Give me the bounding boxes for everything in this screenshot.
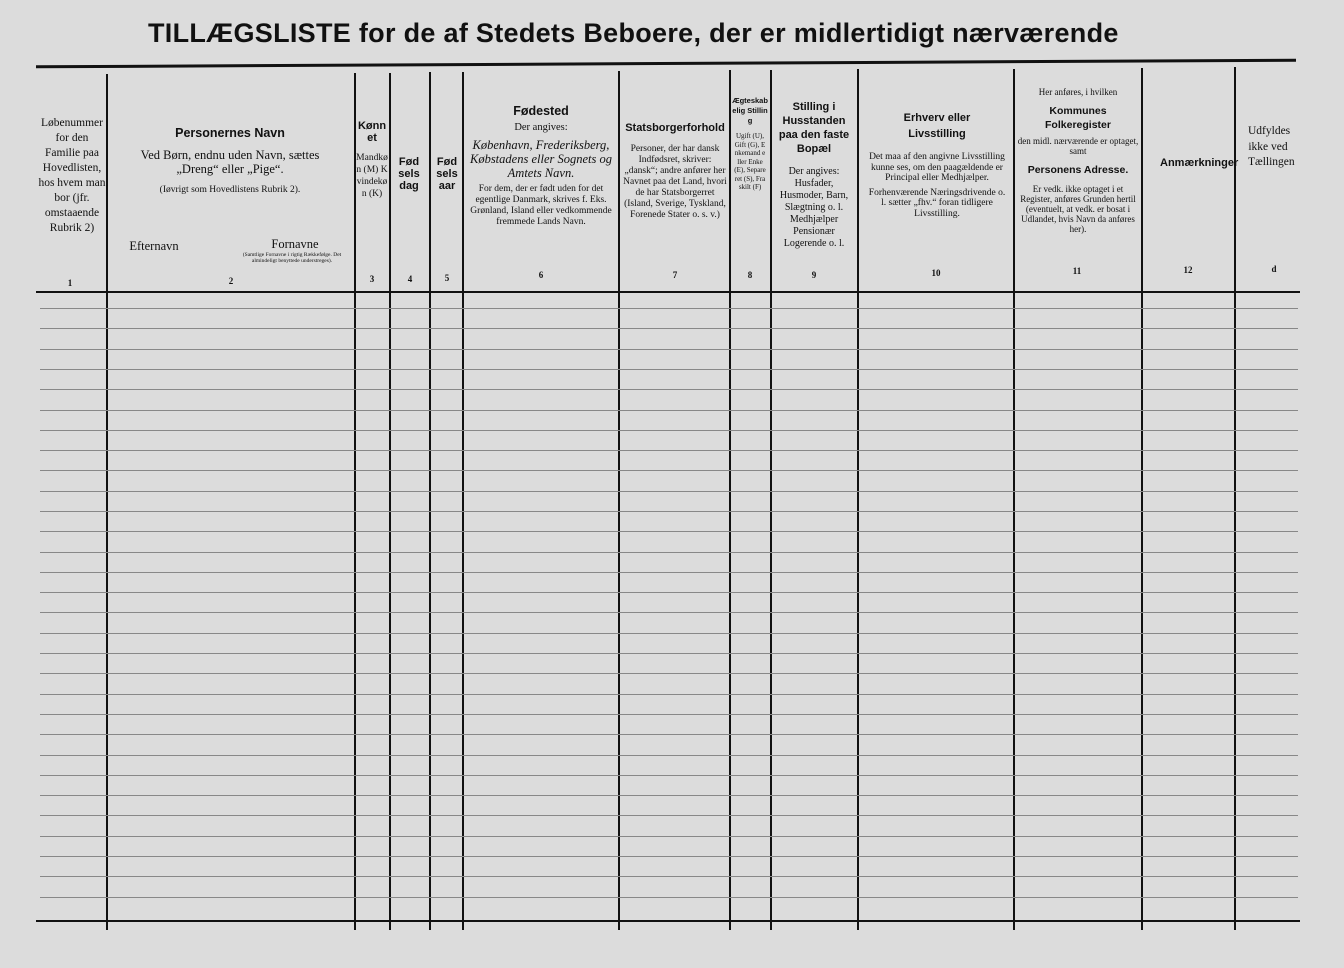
col-5-header (432, 156, 462, 192)
entry-row-line (40, 734, 1298, 735)
col-4-heading: Fødselsdag (398, 156, 420, 192)
column-divider (618, 71, 620, 930)
entry-row-line (40, 531, 1298, 532)
col-num-1: 1 (67, 278, 73, 288)
col-10-text: Det maa af den angivne Livsstilling kunne ses, om den paagældende er Principal eller Medhjælper. (869, 152, 1005, 183)
col-11-heading2: Personens Adresse. (1027, 164, 1129, 176)
col-7-heading: Statsborgerforhold (625, 122, 725, 134)
col-num-8: 8 (747, 270, 753, 280)
column-divider (106, 74, 108, 930)
col-12-heading: Anmærkninger (1160, 157, 1239, 169)
entry-row-line (40, 694, 1298, 695)
col-12-header (1148, 156, 1239, 170)
entry-row-line (40, 349, 1298, 350)
entry-row-line (40, 633, 1298, 634)
column-divider (1234, 67, 1236, 930)
col-2-note: (Iøvrigt som Hovedlistens Rubrik 2). (159, 185, 301, 195)
col-d-text: Udfyldes ikke ved Tællingen (1248, 125, 1295, 168)
col-1-text: Løbenummer for den Familie paa Hovedlisten, hos hvem man bor (jfr. omstaaende Rubrik 2) (38, 117, 106, 234)
col-10-heading: Erhverv eller Livsstilling (903, 112, 971, 140)
entry-row-line (40, 552, 1298, 553)
entry-row-line (40, 491, 1298, 492)
col-2-header (112, 126, 348, 196)
entry-row-line (40, 369, 1298, 370)
page-title: TILLÆGSLISTE for de af Stedets Beboere, der er midlertidigt nærværende (148, 18, 1119, 48)
col-num-9: 9 (811, 270, 817, 280)
entry-row-line (40, 470, 1298, 471)
col-num-4: 4 (407, 274, 413, 284)
entry-row-line (40, 795, 1298, 796)
entry-row-line (40, 836, 1298, 837)
entry-row-line (40, 612, 1298, 613)
entry-row-line (40, 755, 1298, 756)
col-10-header (866, 110, 1008, 219)
entry-row-line (40, 592, 1298, 593)
col-2-sub-right-note: (Samtlige Fornavne i rigtig Rækkefølge. Det almindeligt benyttede understreges). (242, 252, 342, 264)
col-11-text: den midl. nærværende er optaget, samt (1017, 136, 1139, 156)
col-6-header (468, 104, 614, 228)
col-num-11: 11 (1072, 266, 1082, 276)
col-4-header (392, 156, 426, 192)
col-6-text-italic: København, Frederiksberg, Købstadens eller Sognets og Amtets Navn. (469, 138, 612, 180)
col-num-2: 2 (228, 276, 234, 286)
entry-row-line (40, 673, 1298, 674)
entry-row-line (40, 653, 1298, 654)
col-8-header (732, 96, 768, 192)
entry-row-line (40, 308, 1298, 309)
col-num-10: 10 (931, 268, 941, 278)
col-num-3: 3 (369, 274, 375, 284)
col-3-text: Mandkøn (M) Kvindekøn (K) (356, 153, 388, 199)
column-divider (857, 69, 859, 930)
column-divider (1141, 68, 1143, 930)
col-2-heading: Personernes Navn (175, 126, 285, 140)
entry-row-line (40, 714, 1298, 715)
col-num-7: 7 (672, 270, 678, 280)
entry-row-line (40, 897, 1298, 898)
col-7-text: Personer, der har dansk Indfødsret, skriver: „dansk“; andre anfører her Navnet paa det Land, hvori de har Statsborgerret (Island, Sverige, Tyskland, Forenede Stater o. s. v.) (623, 144, 727, 220)
col-8-text: Ugift (U), Gift (G), Enkemand eller Enke (E), Separeret (S), Fraskilt (F) (734, 132, 766, 191)
col-11-text2: Er vedk. ikke optaget i et Register, anføres Grunden hertil (eventuelt, at vedk. er bosat i Udlandet, hvis Navn da anføres her). (1020, 184, 1136, 234)
col-6-heading: Fødested (513, 104, 569, 118)
bottom-rule (36, 920, 1300, 922)
col-8-heading: Ægteskabelig Stilling (732, 96, 768, 125)
entry-row-line (40, 775, 1298, 776)
column-divider (1013, 69, 1015, 930)
column-divider (770, 70, 772, 930)
col-d-header (1240, 124, 1296, 171)
col-9-text: Der angives: Husfader, Husmoder, Barn, Slægtning o. l. Medhjælper Pensionær Logerende o. l. (779, 166, 849, 249)
col-9-header (774, 100, 854, 250)
entry-row-line (40, 450, 1298, 451)
entry-row-line (40, 430, 1298, 431)
col-3-heading: Kønnet (357, 120, 387, 144)
entry-row-line (40, 572, 1298, 573)
col-num-12: 12 (1183, 265, 1193, 275)
col-1-header (38, 116, 106, 236)
col-6-text2: For dem, der er født uden for det egentlige Danmark, skrives f. Eks. Grønland, Island eller vedkommende fremmede Lands Navn. (470, 184, 612, 227)
column-divider (462, 72, 464, 930)
col-num-6: 6 (538, 270, 544, 280)
col-11-header (1016, 86, 1140, 234)
col-10-text2: Forhenværende Næringsdrivende o. l. sætter „fhv.“ foran tidligere Livsstilling. (868, 187, 1006, 219)
col-9-heading: Stilling i Husstanden paa den faste Bopæl (778, 101, 850, 155)
entry-row-line (40, 856, 1298, 857)
col-3-header (356, 120, 388, 200)
col-2-sub-right: Fornavne (271, 237, 319, 251)
col-5-heading: Fødselsaar (436, 156, 458, 192)
column-divider (354, 73, 356, 930)
header-bottom-rule (36, 291, 1300, 293)
col-num-5: 5 (444, 273, 450, 283)
top-rule (36, 59, 1296, 69)
col-7-header (622, 122, 728, 221)
col-11-heading: Kommunes Folkeregister (1045, 105, 1111, 131)
column-divider (389, 73, 391, 930)
col-2-sub-left: Efternavn (129, 239, 179, 253)
col-11-pre: Her anføres, i hvilken (1038, 87, 1118, 97)
entry-row-line (40, 511, 1298, 512)
entry-row-line (40, 328, 1298, 329)
entry-row-line (40, 389, 1298, 390)
col-num-d: d (1271, 264, 1277, 274)
column-divider (729, 70, 731, 930)
entry-row-line (40, 815, 1298, 816)
col-2-text: Ved Børn, endnu uden Navn, sættes „Dreng“ eller „Pige“. (140, 148, 320, 176)
column-divider (429, 72, 431, 930)
entry-row-line (40, 410, 1298, 411)
col-6-text: Der angives: (514, 122, 568, 133)
entry-row-line (40, 876, 1298, 877)
